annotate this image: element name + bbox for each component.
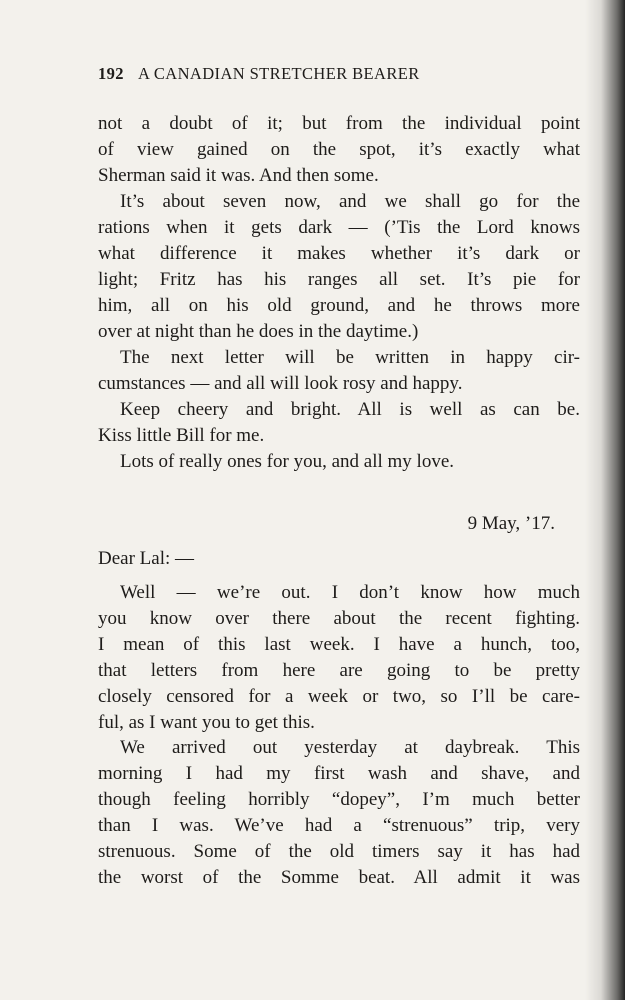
text-line: what difference it makes whether it’s dark or xyxy=(98,243,580,264)
running-title: A CANADIAN STRETCHER BEARER xyxy=(137,64,420,83)
text-line: over at night than he does in the daytime.) xyxy=(98,321,419,342)
text-line: It’s about seven now, and we shall go for the xyxy=(120,191,580,212)
text-line: morning I had my first wash and shave, and xyxy=(98,763,580,784)
page-number: 192 xyxy=(98,64,124,83)
text-line: though feeling horribly “dopey”, I’m much better xyxy=(98,789,580,810)
text-line: light; Fritz has his ranges all set. It’s pie for xyxy=(98,269,580,290)
text-line: strenuous. Some of the old timers say it has had xyxy=(98,841,580,862)
text-line: Well — we’re out. I don’t know how much xyxy=(120,582,580,603)
text-line: you know over there about the recent fighting. xyxy=(98,608,580,629)
text-line: Sherman said it was. And then some. xyxy=(98,165,379,186)
text-line: the worst of the Somme beat. All admit it was xyxy=(98,867,580,888)
text-line: cumstances — and all will look rosy and happy. xyxy=(98,373,463,394)
text-line: not a doubt of it; but from the individual point xyxy=(98,113,580,134)
running-header xyxy=(98,64,588,86)
text-line: ful, as I want you to get this. xyxy=(98,712,315,733)
text-line: of view gained on the spot, it’s exactly what xyxy=(98,139,580,160)
text-line: than I was. We’ve had a “strenuous” trip, very xyxy=(98,815,580,836)
text-line: that letters from here are going to be pretty xyxy=(98,660,580,681)
text-line: him, all on his old ground, and he throws more xyxy=(98,295,580,316)
letter-date: 9 May, ’17. xyxy=(467,513,555,534)
text-line: We arrived out yesterday at daybreak. This xyxy=(120,737,580,758)
text-line: Keep cheery and bright. All is well as can be. xyxy=(120,399,580,420)
text-line: closely censored for a week or two, so I’ll be care- xyxy=(98,686,580,707)
text-line: Lots of really ones for you, and all my love. xyxy=(120,451,455,472)
text-line: The next letter will be written in happy cir- xyxy=(120,347,580,368)
text-line: I mean of this last week. I have a hunch, too, xyxy=(98,634,580,655)
page-edge-shadow xyxy=(585,0,625,1000)
text-line: rations when it gets dark — (’Tis the Lord knows xyxy=(98,217,580,238)
text-line: Kiss little Bill for me. xyxy=(98,425,265,446)
letter-salutation: Dear Lal: — xyxy=(98,548,195,569)
